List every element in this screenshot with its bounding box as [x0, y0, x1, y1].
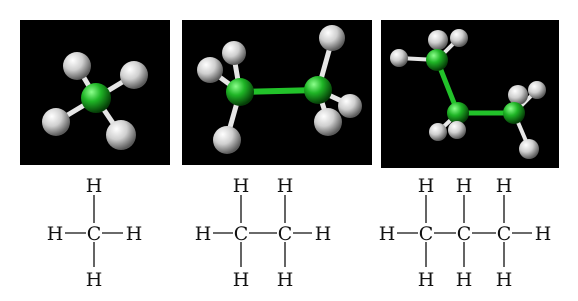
hydrogen-atom — [319, 25, 345, 51]
propane-model-panel — [381, 20, 559, 168]
hydrogen-atom — [338, 94, 362, 118]
hydrogen-atom — [390, 49, 408, 67]
hydrogen-atom — [106, 120, 136, 150]
hydrogen-atom — [63, 52, 91, 80]
carbon-label: C — [496, 223, 512, 245]
hydrogen-atom — [42, 108, 70, 136]
hydrogen-label: H — [85, 175, 103, 197]
ethane-structural-formula — [193, 170, 343, 295]
carbon-atom — [81, 83, 111, 113]
hydrogen-atom — [197, 57, 223, 83]
hydrogen-label: H — [194, 223, 212, 245]
hydrogen-label: H — [455, 175, 473, 197]
carbon-atom — [426, 49, 448, 71]
hydrogen-atom — [429, 123, 447, 141]
hydrogen-atom — [428, 30, 448, 50]
hydrogen-label: H — [417, 175, 435, 197]
ethane-model-panel — [182, 20, 372, 165]
hydrogen-atom — [450, 29, 468, 47]
carbon-label: C — [456, 223, 472, 245]
hydrogen-label: H — [495, 269, 513, 291]
hydrogen-atom — [314, 108, 342, 136]
carbon-atom — [503, 102, 525, 124]
carbon-label: C — [86, 223, 102, 245]
hydrogen-label: H — [534, 223, 552, 245]
carbon-label: C — [277, 223, 293, 245]
hydrogen-label: H — [232, 175, 250, 197]
carbon-atom — [304, 76, 332, 104]
hydrogen-atom — [519, 139, 539, 159]
carbon-atom — [226, 78, 254, 106]
hydrogen-label: H — [455, 269, 473, 291]
hydrogen-label: H — [378, 223, 396, 245]
hydrogen-atom — [120, 61, 148, 89]
hydrogen-label: H — [46, 223, 64, 245]
hydrogen-label: H — [85, 269, 103, 291]
carbon-label: C — [233, 223, 249, 245]
hydrogen-label: H — [276, 175, 294, 197]
hydrogen-atom — [528, 81, 546, 99]
ethane-formula-bonds — [213, 195, 312, 267]
methane-structural-formula — [40, 170, 150, 295]
carbon-label: C — [418, 223, 434, 245]
hydrogen-atom — [222, 41, 246, 65]
hydrogen-label: H — [314, 223, 332, 245]
hydrogen-atom — [213, 126, 241, 154]
propane-structural-formula — [375, 170, 565, 295]
carbon-atom — [447, 102, 469, 124]
hydrogen-label: H — [276, 269, 294, 291]
hydrogen-label: H — [125, 223, 143, 245]
methane-model-panel — [20, 20, 170, 165]
hydrogen-label: H — [417, 269, 435, 291]
hydrogen-label: H — [495, 175, 513, 197]
hydrogen-label: H — [232, 269, 250, 291]
hydrogen-atom — [448, 121, 466, 139]
hydrogen-atom — [508, 85, 528, 105]
